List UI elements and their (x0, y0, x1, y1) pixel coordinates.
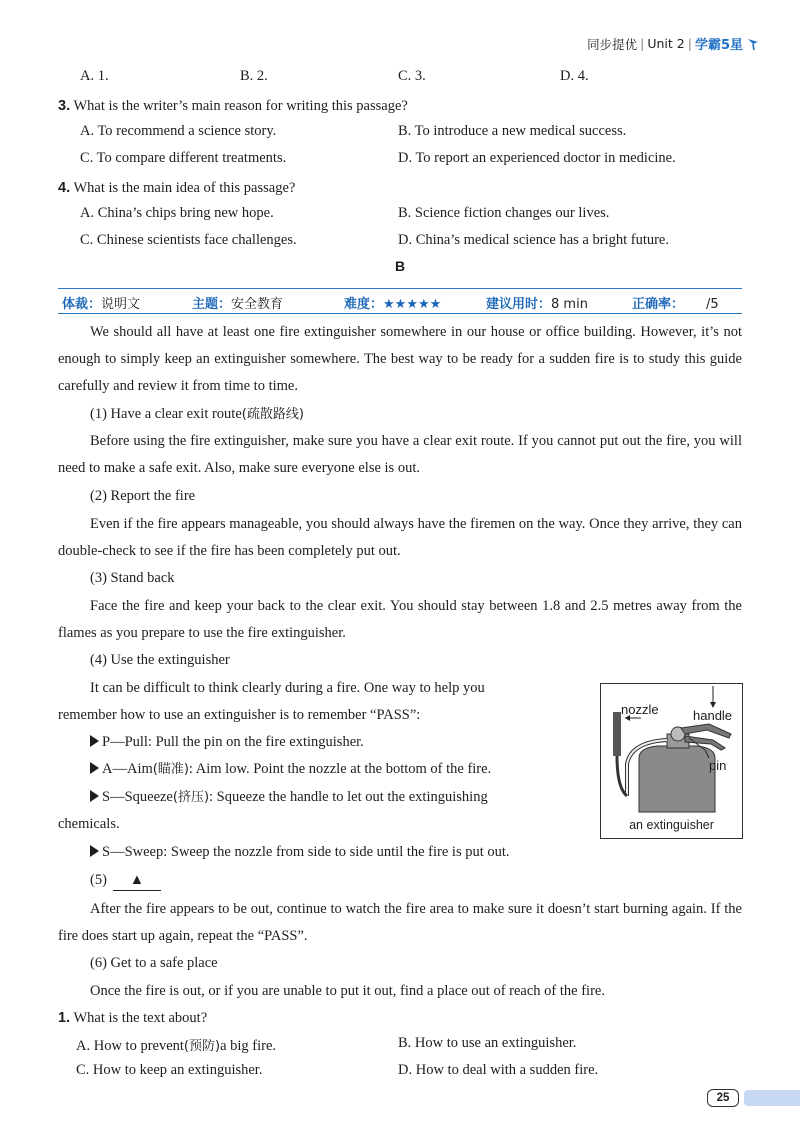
suggested-time (486, 293, 588, 312)
question-4 (58, 178, 740, 198)
time-label: 建议用时： (486, 297, 552, 312)
paragraph-6: After the fire appears to be out, continue to watch the fire area to make sure it doesn’t start burning again. If the fire does start up again, repeat the “PASS”. (58, 901, 742, 944)
difficulty-label: 难度： (344, 297, 384, 312)
paragraph-1: We should all have at least one fire extinguisher somewhere in our house or office building. However, it’s not enough to simply keep an extinguisher somewhere. The best way to be ready for a sudden fire is to study this guide carefully and review it from time to time. (58, 324, 742, 394)
option-c: C. 3. (398, 68, 426, 84)
pass-aim: A—Aim(瞄准): Aim low. Point the nozzle at the bottom of the fire. (90, 759, 491, 780)
paragraph-4: Face the fire and keep your back to the clear exit. You should stay between 1.8 and 2.5 metres away from the flames as you prepare to use the fire extinguisher. (58, 598, 742, 641)
option-d: D. China’s medical science has a bright future. (398, 232, 669, 248)
heading-2: (2) Report the fire (90, 488, 196, 504)
question-text: What is the writer’s main reason for writing this passage? (73, 98, 408, 114)
extinguisher-figure (600, 683, 743, 839)
genre-value: 说明文 (101, 297, 141, 312)
question-text: What is the text about? (73, 1010, 208, 1026)
triangle-bullet-icon (90, 762, 99, 774)
header-brand: 学霸5星 (694, 38, 743, 53)
accuracy (632, 293, 719, 312)
topic-label: 主题： (192, 297, 232, 312)
triangle-bullet-icon (90, 735, 99, 747)
pass-squeeze-cont: chemicals. (58, 816, 120, 832)
page-header (587, 34, 760, 53)
question-text: What is the main idea of this passage? (73, 180, 296, 196)
accuracy-value: /5 (706, 297, 719, 312)
heading-5: (5) ▲ (90, 870, 161, 891)
question-1-options-row2 (76, 1062, 740, 1082)
option-b: B. To introduce a new medical success. (398, 123, 627, 139)
question-4-options-row1 (80, 205, 740, 225)
option-b: B. How to use an extinguisher. (398, 1035, 577, 1051)
question-1-options-row1 (76, 1035, 740, 1055)
option-c: C. Chinese scientists face challenges. (80, 232, 297, 248)
time-value: 8 min (551, 297, 588, 312)
difficulty-stars-icon: ★★★★★ (383, 297, 442, 312)
question-1 (58, 1008, 740, 1028)
option-b: B. Science fiction changes our lives. (398, 205, 610, 221)
heading-6: (6) Get to a safe place (90, 955, 218, 971)
option-a: A. China’s chips bring new hope. (80, 205, 274, 221)
heading-3: (3) Stand back (90, 570, 175, 586)
difficulty (344, 293, 441, 312)
pass-pull: P—Pull: Pull the pin on the fire extinguisher. (90, 732, 364, 752)
accuracy-label: 正确率： (632, 297, 685, 312)
pass-squeeze: S—Squeeze(挤压): Squeeze the handle to let out the extinguishing (90, 787, 488, 808)
label-pin: pin (709, 758, 727, 773)
triangle-bullet-icon (90, 790, 99, 802)
question-4-options-row2 (80, 232, 740, 252)
triangle-bullet-icon (90, 845, 99, 857)
option-b: B. 2. (240, 68, 268, 84)
paragraph-7: Once the fire is out, or if you are unable to put it out, find a place out of reach of the fire. (90, 983, 605, 999)
answer-blank[interactable] (113, 870, 161, 891)
brand-logo-icon (746, 37, 760, 51)
blank-triangle-icon: ▲ (129, 872, 145, 888)
header-series: 同步提优 (587, 36, 638, 52)
paragraph-2: Before using the fire extinguisher, make sure you have a clear exit route. If you cannot put out the fire, you will need to make a safe exit. Also, make sure everyone else is out. (58, 433, 742, 476)
option-a: A. How to prevent(预防)a big fire. (76, 1038, 277, 1054)
heading-1: (1) Have a clear exit route(疏散路线) (90, 406, 304, 422)
option-c: C. How to keep an extinguisher. (76, 1062, 263, 1078)
option-a: A. 1. (80, 68, 109, 84)
paragraph-5-line1: It can be difficult to think clearly during a fire. One way to help you (90, 680, 485, 696)
label-handle: handle (693, 708, 733, 723)
question-number: 3. (58, 98, 71, 114)
section-label: B (394, 258, 406, 274)
question-3-options-row1 (80, 123, 740, 143)
genre-label: 体裁： (62, 297, 102, 312)
topic-value: 安全教育 (231, 297, 284, 312)
header-separator-2: | (687, 36, 692, 51)
pass-sweep: S—Sweep: Sweep the nozzle from side to side until the fire is put out. (90, 842, 510, 862)
question-number: 4. (58, 180, 71, 196)
header-unit: Unit 2 (647, 36, 685, 51)
figure-caption: an extinguisher (629, 818, 714, 832)
topic (192, 293, 283, 312)
option-d: D. How to deal with a sudden fire. (398, 1062, 599, 1078)
question-3-options-row2 (80, 150, 740, 170)
header-separator: | (640, 36, 645, 51)
paragraph-5-line2: remember how to use an extinguisher is to remember “PASS”: (58, 707, 421, 723)
label-nozzle: nozzle (621, 702, 659, 717)
heading-1-gloss: (疏散路线) (241, 407, 304, 422)
passage-meta-bar (58, 288, 742, 314)
question-3 (58, 96, 740, 116)
option-d: D. 4. (560, 68, 589, 84)
page-number: 25 (707, 1089, 739, 1107)
option-c: C. To compare different treatments. (80, 150, 287, 166)
prev-question-options (80, 68, 740, 88)
page-tab-decoration (744, 1090, 800, 1106)
heading-4: (4) Use the extinguisher (90, 652, 230, 668)
option-d: D. To report an experienced doctor in medicine. (398, 150, 676, 166)
question-number: 1. (58, 1010, 71, 1026)
paragraph-3: Even if the fire appears manageable, you should always have the firemen on the way. Once they arrive, they can double-check to see if the fire has been completely put out. (58, 516, 742, 559)
genre (62, 293, 140, 312)
option-a: A. To recommend a science story. (80, 123, 277, 139)
